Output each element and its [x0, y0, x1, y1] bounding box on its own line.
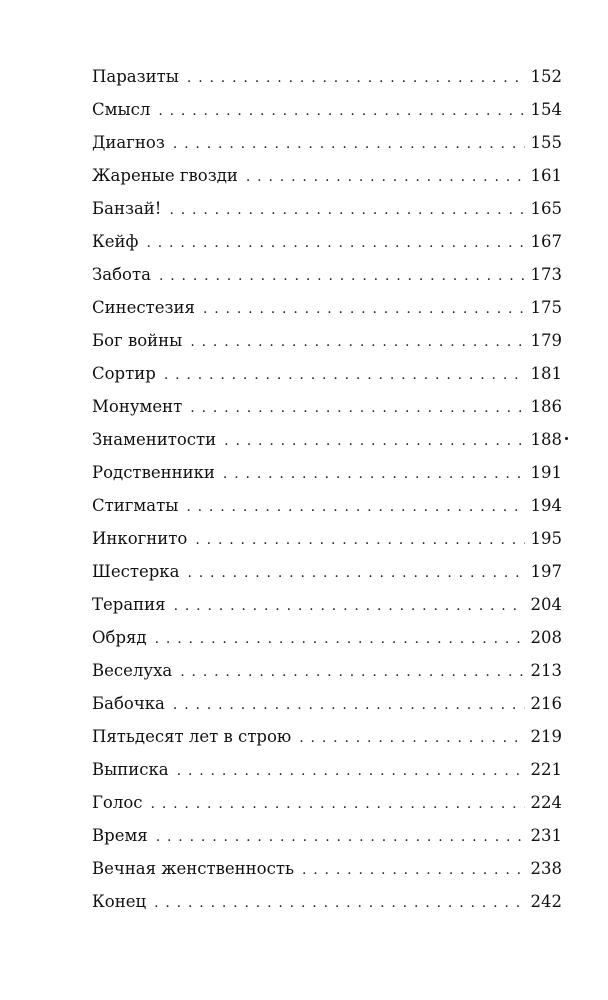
toc-entry-title: Бог войны: [92, 331, 183, 350]
toc-entry: [92, 192, 562, 225]
toc-entry: [92, 357, 562, 390]
toc-dot-leader: [190, 392, 524, 425]
toc-dot-leader: [169, 194, 524, 227]
toc-entry-title: Бабочка: [92, 694, 165, 713]
toc-entry-page: 152: [530, 67, 562, 86]
toc-dot-leader: [154, 887, 524, 920]
toc-entry: [92, 753, 562, 786]
toc-entry-title: Кейф: [92, 232, 139, 251]
toc-entry-page: 208: [530, 628, 562, 647]
toc-entry-page: 165: [530, 199, 562, 218]
toc-entry: [92, 291, 562, 324]
toc-entry: [92, 390, 562, 423]
toc-dot-leader: [173, 689, 525, 722]
toc-entry: [92, 456, 562, 489]
toc-entry-page: 221: [530, 760, 562, 779]
toc-entry-page: 204: [530, 595, 562, 614]
toc-entry-page: 173: [530, 265, 562, 284]
toc-dot-leader: [155, 623, 525, 656]
toc-entry: [92, 126, 562, 159]
toc-entry-title: Родственники: [92, 463, 215, 482]
toc-entry-title: Синестезия: [92, 298, 195, 317]
toc-entry: [92, 621, 562, 654]
toc-entry-title: Выписка: [92, 760, 169, 779]
toc-entry: [92, 423, 562, 456]
toc-dot-leader: [224, 425, 524, 458]
toc-entry: [92, 489, 562, 522]
toc-entry: [92, 93, 562, 126]
toc-entry-page: 191: [530, 463, 562, 482]
table-of-contents: [92, 60, 562, 918]
toc-entry-page: 213: [530, 661, 562, 680]
toc-dot-leader: [180, 656, 524, 689]
toc-dot-leader: [223, 458, 525, 491]
toc-dot-leader: [177, 755, 525, 788]
toc-entry: [92, 885, 562, 918]
toc-dot-leader: [190, 326, 524, 359]
toc-entry-page: 167: [530, 232, 562, 251]
toc-entry-page: 197: [530, 562, 562, 581]
toc-entry-page: 154: [530, 100, 562, 119]
toc-entry-page: 195: [530, 529, 562, 548]
toc-entry-title: Сортир: [92, 364, 156, 383]
toc-entry: [92, 852, 562, 885]
print-speck: [565, 437, 568, 440]
toc-entry: [92, 522, 562, 555]
toc-entry: [92, 819, 562, 852]
toc-entry-title: Смысл: [92, 100, 151, 119]
toc-dot-leader: [302, 854, 525, 887]
toc-entry: [92, 258, 562, 291]
toc-entry: [92, 588, 562, 621]
toc-entry-page: 179: [530, 331, 562, 350]
toc-entry: [92, 60, 562, 93]
toc-dot-leader: [159, 260, 525, 293]
toc-entry-title: Стигматы: [92, 496, 179, 515]
toc-entry-title: Паразиты: [92, 67, 179, 86]
toc-entry-title: Конец: [92, 892, 147, 911]
toc-entry: [92, 786, 562, 819]
toc-dot-leader: [164, 359, 525, 392]
toc-entry-title: Знаменитости: [92, 430, 217, 449]
toc-entry-page: 161: [530, 166, 562, 185]
toc-entry-title: Банзай!: [92, 199, 162, 218]
toc-entry-title: Голос: [92, 793, 143, 812]
toc-entry-title: Жареные гвозди: [92, 166, 238, 185]
toc-entry: [92, 555, 562, 588]
toc-entry: [92, 720, 562, 753]
toc-entry-page: 238: [530, 859, 562, 878]
toc-entry-page: 188: [530, 430, 562, 449]
toc-entry-title: Шестерка: [92, 562, 180, 581]
toc-dot-leader: [156, 821, 525, 854]
toc-dot-leader: [246, 161, 525, 194]
toc-entry-title: Время: [92, 826, 148, 845]
toc-entry-title: Вечная женственность: [92, 859, 294, 878]
toc-entry-page: 175: [530, 298, 562, 317]
toc-entry: [92, 159, 562, 192]
toc-entry-title: Монумент: [92, 397, 183, 416]
toc-entry-page: 242: [530, 892, 562, 911]
toc-entry-title: Инкогнито: [92, 529, 188, 548]
toc-dot-leader: [151, 788, 525, 821]
toc-dot-leader: [158, 95, 524, 128]
toc-dot-leader: [146, 227, 524, 260]
toc-dot-leader: [203, 293, 525, 326]
toc-entry-page: 194: [530, 496, 562, 515]
toc-entry-title: Пятьдесят лет в строю: [92, 727, 292, 746]
toc-entry-page: 219: [530, 727, 562, 746]
toc-dot-leader: [187, 557, 524, 590]
toc-entry-page: 181: [530, 364, 562, 383]
toc-dot-leader: [299, 722, 524, 755]
toc-entry-page: 231: [530, 826, 562, 845]
toc-entry-page: 186: [530, 397, 562, 416]
toc-dot-leader: [173, 128, 525, 161]
toc-entry-title: Веселуха: [92, 661, 173, 680]
toc-dot-leader: [174, 590, 525, 623]
toc-entry-page: 216: [530, 694, 562, 713]
toc-entry-title: Забота: [92, 265, 151, 284]
toc-entry-page: 224: [530, 793, 562, 812]
toc-dot-leader: [195, 524, 524, 557]
toc-dot-leader: [186, 491, 524, 524]
toc-entry-title: Обряд: [92, 628, 147, 647]
toc-entry: [92, 225, 562, 258]
toc-entry: [92, 324, 562, 357]
toc-entry: [92, 654, 562, 687]
toc-dot-leader: [187, 62, 525, 95]
toc-entry-title: Диагноз: [92, 133, 165, 152]
toc-entry: [92, 687, 562, 720]
toc-entry-page: 155: [530, 133, 562, 152]
toc-entry-title: Терапия: [92, 595, 166, 614]
